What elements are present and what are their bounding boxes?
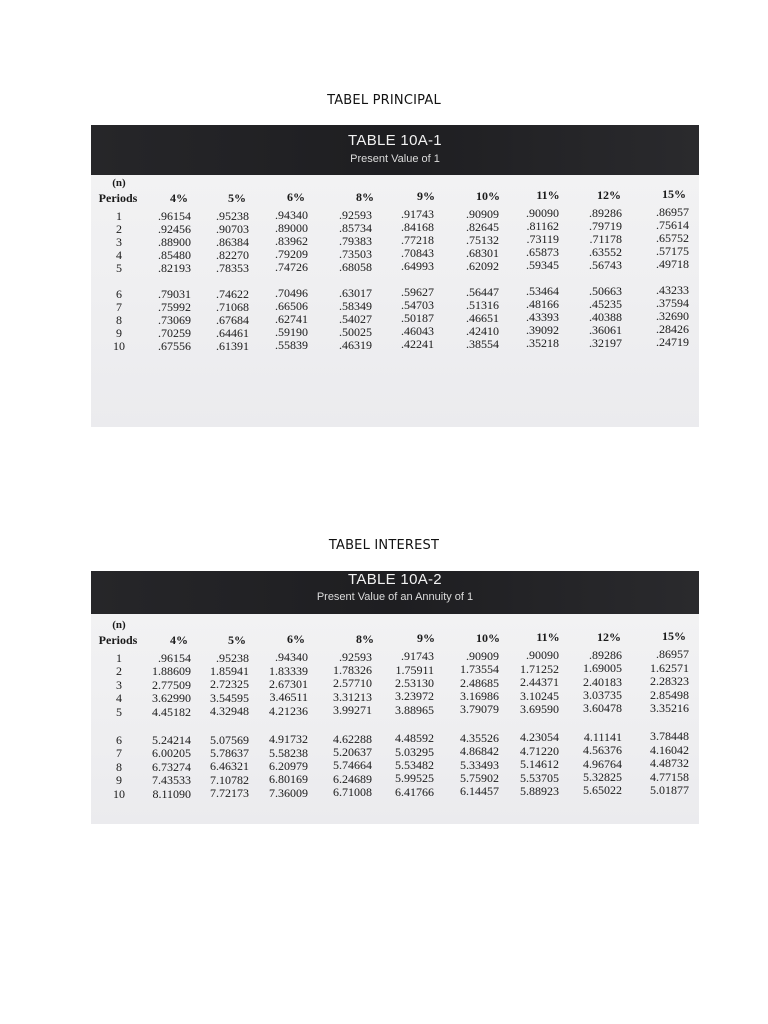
period-number: 9 (116, 326, 122, 340)
table-cell: .61391 (216, 338, 249, 353)
table-cell: 1.62571 (650, 660, 689, 675)
n-label: (n) (112, 177, 126, 189)
column-header: 4% (170, 633, 188, 647)
table-cell: .56447 (466, 284, 499, 299)
table-cell: .96154 (158, 651, 191, 665)
table-cell: 2.85498 (650, 687, 689, 702)
table-cell: 7.72173 (210, 786, 249, 801)
period-number: 6 (116, 287, 122, 301)
table-cell: 6.73274 (152, 759, 191, 774)
table-cell: 6.80169 (269, 772, 308, 787)
column-header: 15% (662, 629, 686, 643)
table-cell: 4.62288 (333, 731, 372, 746)
table-cell: .67684 (216, 312, 249, 327)
table-cell: .70496 (275, 286, 308, 301)
table-cell: 6.00205 (152, 746, 191, 761)
table-cell: 4.86842 (460, 744, 499, 759)
table-cell: 3.78448 (650, 729, 689, 744)
column-header: 15% (662, 187, 686, 201)
table-cell: .65873 (526, 245, 559, 260)
table-cell: .64993 (401, 259, 434, 274)
table-cell: .55839 (275, 338, 308, 353)
table-photo-interest (91, 571, 699, 824)
table-cell: 5.07569 (210, 732, 249, 747)
table-subtitle: Present Value of an Annuity of 1 (316, 591, 474, 603)
table-cell: 5.53482 (395, 758, 434, 772)
table-cell: 4.45182 (152, 704, 191, 719)
table-cell: .68058 (339, 259, 372, 274)
table-cell: 5.14612 (520, 757, 559, 772)
table-cell: 3.88965 (395, 702, 434, 717)
table-cell: .90090 (526, 648, 559, 663)
table-cell: 6.71008 (333, 785, 372, 800)
table-cell: .81162 (526, 219, 559, 234)
table-cell: .59345 (526, 258, 559, 273)
column-header: 9% (417, 189, 435, 203)
table-cell: 4.48732 (650, 756, 689, 771)
table-cell: .84168 (401, 220, 434, 235)
table-cell: .85480 (158, 248, 191, 262)
table-cell: 5.74664 (333, 758, 372, 773)
table-header-banner (91, 125, 699, 175)
table-cell: .79209 (275, 247, 308, 262)
table-cell: 3.79079 (460, 702, 499, 717)
table-photo-principal (91, 125, 699, 427)
period-number: 2 (116, 664, 122, 679)
table-cell: .89286 (589, 205, 622, 220)
table-cell: 4.71220 (520, 743, 559, 758)
column-header: 11% (536, 630, 560, 644)
table-cell: 3.03735 (583, 688, 622, 703)
table-cell: 1.83339 (269, 663, 308, 678)
table-cell: .58349 (339, 298, 372, 313)
table-cell: 3.60478 (583, 701, 622, 716)
table-cell: .51316 (466, 297, 499, 312)
table-cell: .92456 (158, 222, 191, 236)
table-cell: 1.88609 (152, 664, 191, 679)
table-cell: 2.48685 (460, 675, 499, 690)
table-cell: 8.11090 (152, 786, 191, 801)
column-header: 4% (170, 191, 188, 205)
table-cell: 5.58238 (269, 745, 308, 760)
table-cell: .86957 (656, 205, 689, 220)
column-header: 12% (597, 629, 621, 644)
table-cell: 1.71252 (520, 661, 559, 676)
period-number: 7 (116, 746, 122, 761)
table-cell: .95238 (216, 650, 249, 665)
table-cell: 3.99271 (333, 703, 372, 718)
table-cell: 7.10782 (210, 772, 249, 787)
table-cell: 1.75911 (395, 662, 434, 677)
table-cell: 5.01877 (650, 783, 689, 797)
table-cell: 2.77509 (152, 677, 191, 692)
table-cell: 3.10245 (520, 688, 559, 703)
table-cell: .75614 (656, 218, 689, 233)
table-cell: .36061 (589, 322, 622, 337)
table-cell: .77218 (401, 233, 434, 248)
table-cell: .71178 (589, 231, 622, 246)
column-header: 5% (228, 632, 246, 647)
table-cell: .86957 (656, 647, 689, 662)
table-cell: .70259 (158, 326, 191, 340)
table-title: TABLE 10A-2 (348, 571, 442, 588)
table-cell: .57175 (656, 244, 689, 259)
table-cell: .54703 (401, 298, 434, 313)
table-cell: .40388 (589, 309, 622, 324)
table-cell: .43233 (656, 283, 689, 298)
table-cell: .96154 (158, 209, 191, 223)
table-cell: 4.21236 (269, 703, 308, 718)
table-cell: 1.69005 (583, 661, 622, 676)
table-cell: .63017 (339, 285, 372, 300)
period-number: 6 (116, 733, 122, 747)
table-cell: .90909 (466, 648, 499, 663)
table-cell: 5.53705 (520, 770, 559, 785)
table-cell: 5.88923 (520, 783, 559, 798)
table-cell: .75992 (158, 300, 191, 314)
table-cell: 4.35526 (460, 730, 499, 745)
table-cell: .74622 (216, 286, 249, 301)
table-header-banner (91, 571, 699, 614)
table-cell: 3.46511 (269, 690, 308, 705)
table-cell: .63552 (589, 244, 622, 259)
table-cell: .35218 (526, 336, 559, 351)
table-cell: 4.32948 (210, 704, 249, 719)
table-cell: 6.24689 (333, 771, 372, 786)
table-cell: 6.46321 (210, 759, 249, 774)
table-cell: 4.77158 (650, 769, 689, 784)
table-cell: .89286 (589, 647, 622, 662)
table-cell: .74726 (275, 260, 308, 275)
caption-principal: TABEL PRINCIPAL (327, 93, 441, 108)
table-cell: .91743 (401, 649, 434, 664)
table-cell: .89000 (275, 221, 308, 236)
column-header: 10% (476, 188, 500, 203)
table-cell: 3.23972 (395, 689, 434, 704)
table-cell: 5.78637 (210, 745, 249, 760)
table-cell: 3.16986 (460, 688, 499, 703)
table-cell: .83962 (275, 234, 308, 249)
period-number: 1 (116, 209, 122, 223)
table-cell: 4.56376 (583, 743, 622, 758)
table-cell: .92593 (339, 207, 372, 222)
table-cell: .50187 (401, 311, 434, 326)
table-cell: .46319 (339, 337, 372, 352)
table-cell: .49718 (656, 257, 689, 272)
table-cell: 3.54595 (210, 690, 249, 705)
table-cell: 2.53130 (395, 676, 434, 690)
table-cell: .62092 (466, 258, 499, 273)
table-cell: .24719 (656, 335, 689, 350)
table-cell: 2.40183 (583, 674, 622, 689)
table-cell: .66506 (275, 299, 308, 314)
table-cell: .75132 (466, 232, 499, 247)
table-cell: .59627 (401, 285, 434, 300)
table-cell: .94340 (275, 650, 308, 665)
table-cell: 3.35216 (650, 701, 689, 715)
period-number: 1 (116, 651, 122, 665)
n-label: (n) (112, 619, 126, 631)
column-header: 5% (228, 190, 246, 205)
table-cell: 5.32825 (583, 770, 622, 785)
table-cell: .42241 (401, 337, 434, 352)
table-cell: .86384 (216, 234, 249, 249)
table-cell: .50025 (339, 324, 372, 339)
table-cell: .82645 (466, 219, 499, 234)
column-header: 9% (417, 631, 435, 645)
table-cell: .32690 (656, 309, 689, 324)
table-cell: 4.23054 (520, 730, 559, 745)
table-cell: .64461 (216, 325, 249, 340)
table-cell: .28426 (656, 322, 689, 337)
table-cell: 7.43533 (152, 773, 191, 788)
table-cell: .79719 (589, 218, 622, 233)
table-subtitle: Present Value of 1 (350, 153, 440, 165)
table-cell: .39092 (526, 323, 559, 338)
table-cell: 4.96764 (583, 756, 622, 771)
period-number: 2 (116, 222, 122, 236)
period-number: 4 (116, 248, 122, 262)
table-cell: .94340 (275, 208, 308, 223)
caption-interest: TABEL INTEREST (328, 538, 440, 553)
table-cell: .88900 (158, 235, 191, 249)
period-number: 4 (116, 691, 122, 706)
table-cell: 5.75902 (460, 770, 499, 785)
table-cell: 5.03295 (395, 744, 434, 759)
table-cell: .71068 (216, 299, 249, 314)
table-cell: .65752 (656, 231, 689, 246)
period-number: 8 (116, 759, 122, 774)
table-cell: 6.41766 (395, 784, 434, 799)
table-cell: 5.24214 (152, 733, 191, 747)
period-number: 7 (116, 300, 122, 314)
table-cell: .90703 (216, 221, 249, 236)
period-number: 10 (113, 786, 125, 801)
table-cell: .82270 (216, 247, 249, 262)
column-header: 8% (356, 189, 374, 204)
table-cell: .56743 (589, 257, 622, 272)
table-cell: .38554 (466, 336, 499, 351)
table-cell: 5.65022 (583, 783, 622, 798)
table-cell: 2.44371 (520, 675, 559, 690)
table-cell: .32197 (589, 335, 622, 350)
column-header: 6% (287, 190, 305, 204)
table-cell: 3.69590 (520, 701, 559, 716)
table-cell: 5.33493 (460, 757, 499, 772)
table-cell: 5.20637 (333, 745, 372, 760)
column-header: 10% (476, 630, 500, 645)
table-cell: 2.28323 (650, 674, 689, 689)
periods-label: Periods (98, 633, 138, 647)
period-number: 10 (113, 339, 125, 353)
table-cell: 6.20979 (269, 758, 308, 773)
table-cell: .62741 (275, 312, 308, 327)
table-cell: 4.48592 (395, 731, 434, 746)
table-cell: .45235 (589, 296, 622, 311)
table-cell: .48166 (526, 297, 559, 312)
table-cell: .91743 (401, 207, 434, 222)
table-cell: .73069 (158, 313, 191, 327)
period-number: 5 (116, 261, 122, 275)
table-cell: .79383 (339, 233, 372, 248)
table-cell: 2.67301 (269, 676, 308, 691)
table-cell: .46043 (401, 324, 434, 339)
table-cell: .85734 (339, 220, 372, 235)
column-header: 6% (287, 632, 305, 646)
table-cell: 4.16042 (650, 742, 689, 757)
table-cell: .95238 (216, 208, 249, 223)
table-cell: 5.99525 (395, 771, 434, 786)
table-cell: 1.73554 (460, 662, 499, 677)
table-cell: 7.36009 (269, 785, 308, 800)
period-number: 3 (116, 677, 122, 692)
table-cell: .90090 (526, 206, 559, 221)
period-number: 3 (116, 235, 122, 249)
table-cell: .53464 (526, 284, 559, 299)
column-header: 11% (536, 188, 560, 202)
table-cell: .79031 (158, 287, 191, 301)
table-cell: .54027 (339, 311, 372, 326)
table-cell: .46651 (466, 310, 499, 325)
table-cell: .73503 (339, 246, 372, 261)
table-cell: .37594 (656, 296, 689, 311)
table-cell: .59190 (275, 325, 308, 340)
table-cell: .73119 (526, 232, 559, 247)
table-cell: 4.11141 (583, 729, 622, 744)
table-title: TABLE 10A-1 (348, 132, 442, 149)
table-cell: .90909 (466, 206, 499, 221)
table-cell: 3.31213 (333, 689, 372, 704)
table-cell: 2.57710 (333, 676, 372, 691)
table-cell: .67556 (158, 339, 191, 353)
column-header: 12% (597, 187, 621, 202)
table-cell: 1.85941 (210, 663, 249, 678)
table-cell: 3.62990 (152, 691, 191, 706)
table-cell: .50663 (589, 283, 622, 298)
table-cell: .92593 (339, 649, 372, 664)
table-cell: 4.91732 (269, 732, 308, 747)
table-cell: .82193 (158, 261, 191, 275)
table-cell: .43393 (526, 310, 559, 325)
period-number: 5 (116, 704, 122, 719)
table-cell: 6.14457 (460, 784, 499, 799)
table-cell: 2.72325 (210, 677, 249, 692)
table-cell: .68301 (466, 245, 499, 260)
table-cell: 1.78326 (333, 663, 372, 678)
period-number: 8 (116, 313, 122, 327)
periods-label: Periods (98, 191, 138, 205)
table-cell: .42410 (466, 323, 499, 338)
table-cell: .78353 (216, 260, 249, 275)
period-number: 9 (116, 773, 122, 788)
column-header: 8% (356, 631, 374, 646)
table-cell: .70843 (401, 246, 434, 261)
